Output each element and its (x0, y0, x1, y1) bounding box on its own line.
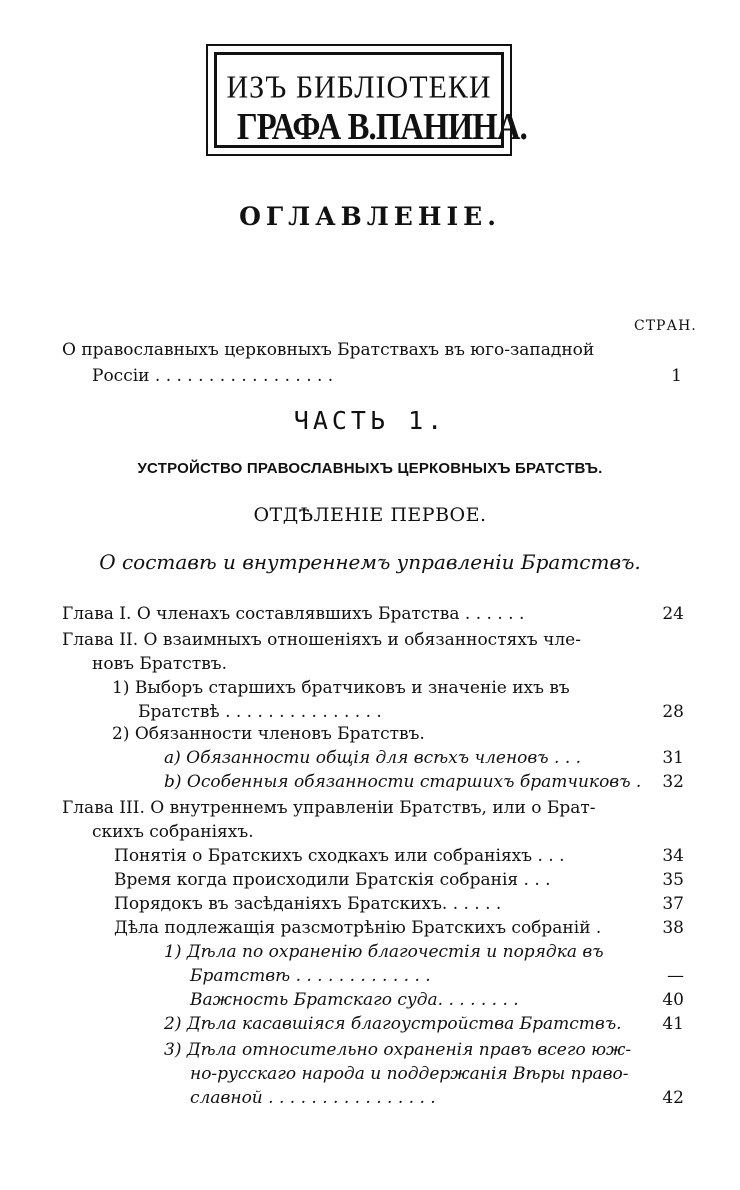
stamp-inner-border (214, 52, 527, 148)
toc-entry-text: Важность Братскаго суда. . . . . . . . (190, 990, 519, 1010)
toc-entry-page: 41 (662, 1014, 684, 1034)
toc-entry-text: а) Обязанности общія для всѣхъ членовъ . . . (164, 748, 582, 768)
toc-entry-text: Глава III. О внутреннемъ управленіи Братствъ, или о Брат- (62, 798, 596, 818)
toc-entry-text: 1) Выборъ старшихъ братчиковъ и значеніе ихъ въ (112, 678, 570, 698)
toc-entry-text: 1) Дѣла по охраненію благочестія и порядка въ (164, 942, 604, 962)
part-subtitle: УСТРОЙСТВО ПРАВОСЛАВНЫХЪ ЦЕРКОВНЫХЪ БРАТСТВЪ. (137, 460, 603, 477)
intro-line-1: О православныхъ церковныхъ Братствахъ въ юго-западной (62, 340, 595, 360)
stamp-line-2: ГРАФА В.ПАНИНА. (236, 106, 527, 148)
toc-entry-text: новъ Братствъ. (92, 654, 227, 674)
toc-entry-page: 34 (662, 846, 684, 866)
toc-entry-page: 35 (662, 870, 684, 890)
section-subtitle: О составѣ и внутреннемъ управленіи Братствъ. (99, 550, 641, 574)
toc-entry-text: b) Особенныя обязанности старшихъ братчиковъ . (164, 772, 642, 792)
toc-entry-text: Братствѣ . . . . . . . . . . . . . (190, 966, 431, 986)
toc-entry-text: но-русскаго народа и поддержанія Вѣры право- (190, 1064, 629, 1084)
page-column-header: СТРАН. (634, 318, 697, 334)
page-title: ОГЛАВЛЕНІЕ. (239, 202, 501, 231)
toc-entry-page: 32 (662, 772, 684, 792)
toc-entry-text: славной . . . . . . . . . . . . . . . . (190, 1088, 436, 1108)
library-stamp (206, 44, 527, 156)
toc-entry-page: 38 (662, 918, 684, 938)
toc-entry-page: 28 (662, 702, 684, 722)
toc-entry-text: Время когда происходили Братскія собранія . . . (114, 870, 551, 890)
toc-entry-page: 37 (662, 894, 684, 914)
toc-entry-page: 40 (662, 990, 684, 1010)
part-title: ЧАСТЬ 1. (293, 406, 447, 435)
toc-entry-text: Глава II. О взаимныхъ отношеніяхъ и обязанностяхъ чле- (62, 630, 581, 650)
toc-entry-text: 2) Дѣла касавшіяся благоустройства Братствъ. (164, 1014, 622, 1034)
toc-entry-text: Дѣла подлежащія разсмотрѣнію Братскихъ собраній . (114, 918, 602, 938)
toc-entry-page: 42 (662, 1088, 684, 1108)
section-title: ОТДѢЛЕНІЕ ПЕРВОЕ. (253, 504, 487, 526)
toc-entry-text: Глава I. О членахъ составлявшихъ Братства . . . . . . (62, 604, 525, 624)
toc-entry-page: 31 (662, 748, 684, 768)
toc-entry-text: Порядокъ въ засѣданіяхъ Братскихъ. . . . . . (114, 894, 502, 914)
intro-line-2: Россіи . . . . . . . . . . . . . . . . . (92, 366, 334, 386)
toc-entry-text: 2) Обязанности членовъ Братствъ. (112, 724, 425, 744)
stamp-line-1: ИЗЪ БИБЛІОТЕКИ (226, 70, 492, 105)
intro-page-number: 1 (671, 366, 682, 386)
toc-entry-text: Понятія о Братскихъ сходкахъ или собраніяхъ . . . (114, 846, 565, 866)
toc-entry-page: — (667, 966, 684, 986)
toc-entry-page: 24 (662, 604, 684, 624)
toc-entry-text: Братствѣ . . . . . . . . . . . . . . . (138, 702, 382, 722)
toc-entry-text: скихъ собраніяхъ. (92, 822, 254, 842)
toc-entry-text: 3) Дѣла относительно охраненія правъ всего юж- (164, 1040, 632, 1060)
